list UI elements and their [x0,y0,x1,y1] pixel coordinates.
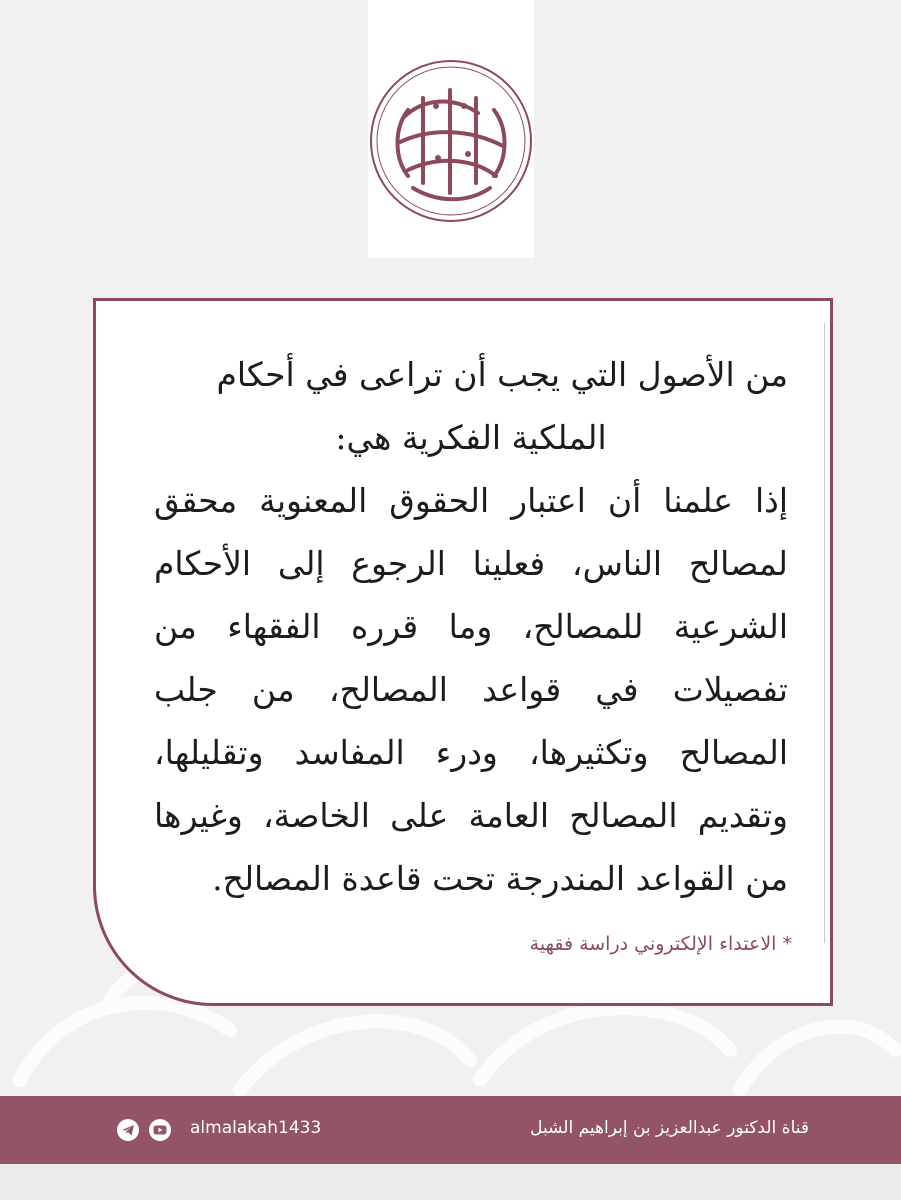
quote-lead-line-1: من الأصول التي يجب أن تراعى في أحكام [216,355,788,394]
quote-lead-line-2: الملكية الفكرية هي: [335,418,607,457]
quote-text [154,343,788,910]
quote-card [93,298,833,1006]
channel-handle[interactable]: almalakah1433 [190,1118,322,1138]
channel-name: قناة الدكتور عبدالعزيز بن إبراهيم الشبل [530,1118,809,1138]
calligraphy-seal-icon [368,58,534,224]
telegram-icon[interactable] [116,1118,140,1142]
footer-bar [0,1096,901,1164]
card-divider [824,323,825,943]
bottom-band [0,1164,901,1200]
quote-body: إذا علمنا أن اعتبار الحقوق المعنوية محقق لمصالح الناس، فعلينا الرجوع إلى الأحكام الشرعية للمصالح، وما قرره الفقهاء من تفصيلات في قواعد المصالح، من جلب المصالح وتكثيرها، ودرء المفاسد وتقليلها، وتقديم المصالح العامة على الخاصة، وغيرها من القواعد المندرجة تحت قاعدة المصالح. [154,481,788,898]
youtube-icon[interactable] [148,1118,172,1142]
source-citation: * الاعتداء الإلكتروني دراسة فقهية [529,933,792,955]
